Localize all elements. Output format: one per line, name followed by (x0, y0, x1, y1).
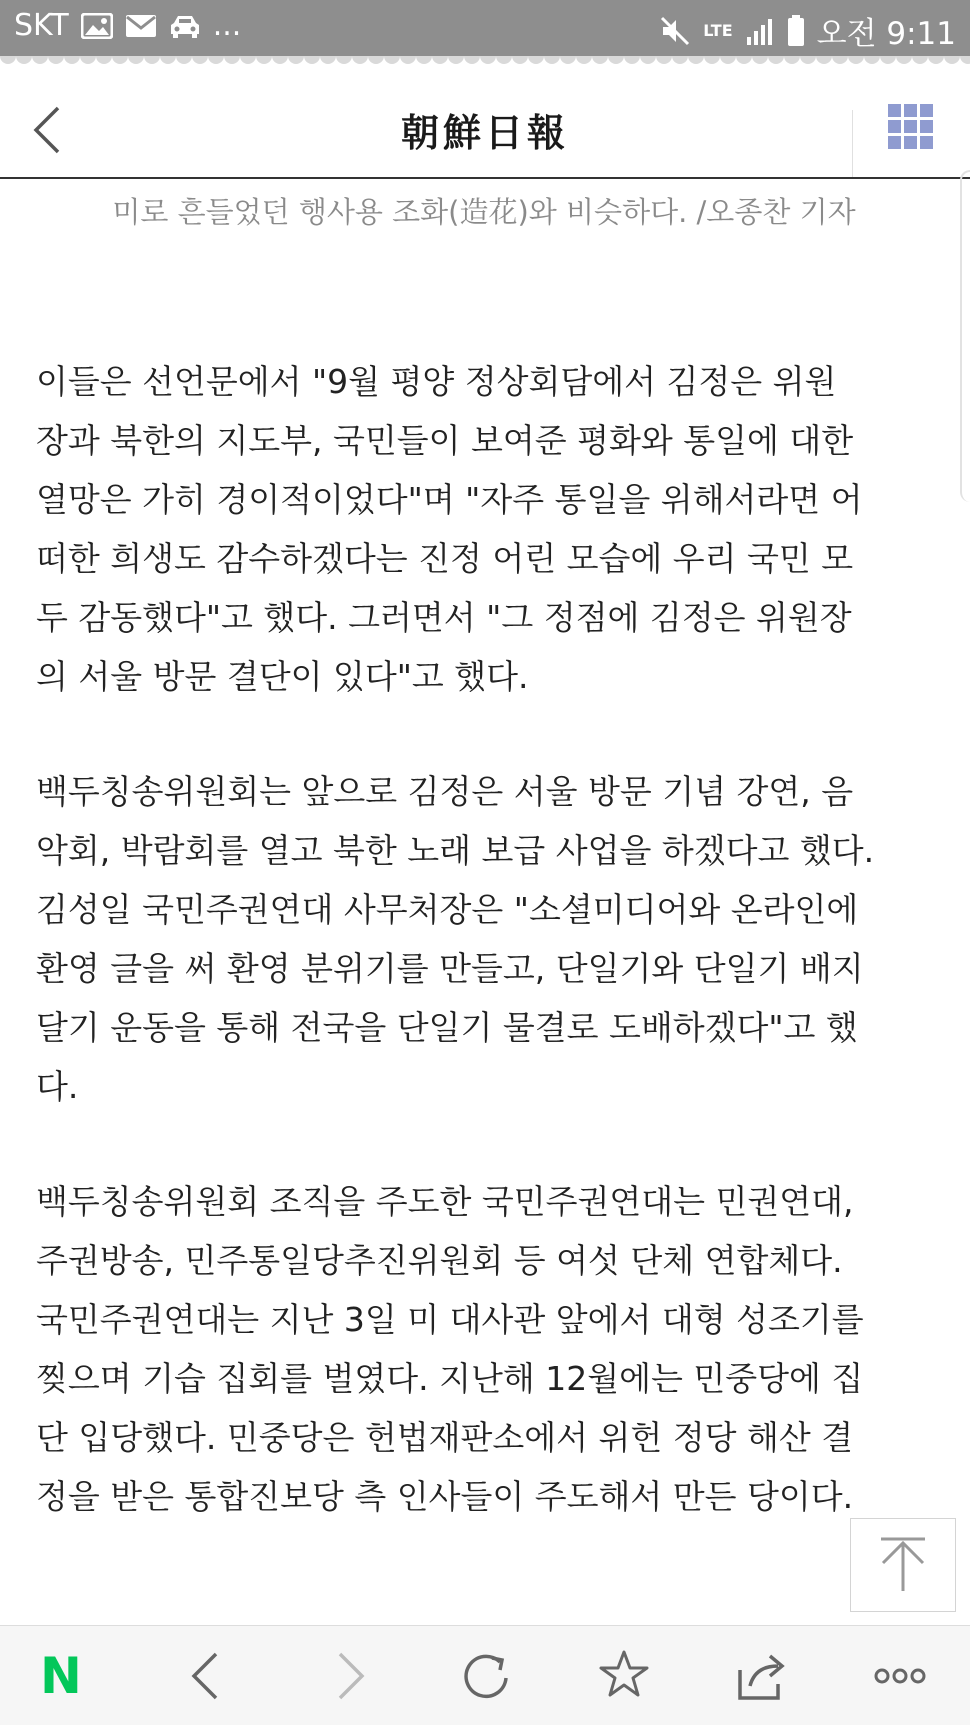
mute-icon (659, 15, 691, 47)
back-arrow-icon (178, 1648, 238, 1704)
browser-back-button[interactable] (178, 1648, 238, 1704)
header-divider (852, 110, 853, 177)
more-options-icon (870, 1648, 930, 1704)
article-paragraph: 백두칭송위원회는 앞으로 김정은 서울 방문 기념 강연, 음 악회, 박람회를 열고 북한 노래 보급 사업을 하겠다고 했다. 김성일 국민주권연대 사무처장은 "소셜미디어와 온라인에 환영 글을 써 환영 분위기를 만들고, 단일기와 단일기 배지 달기 운동을 통해 전국을 단일기 물결로 도배하겠다"고 했 다. (36, 772, 875, 1106)
bookmark-button[interactable] (594, 1648, 654, 1704)
gallery-icon (81, 13, 113, 39)
article-paragraph: 백두칭송위원회 조직을 주도한 국민주권연대는 민권연대, 주권방송, 민주통일당추진위원회 등 여섯 단체 연합체다. 국민주권연대는 지난 3일 미 대사관 앞에서 대형 성조기를 찢으며 기습 집회를 벌였다. 지난해 12월에는 민중당에 집 단 입당했다. 민중당은 헌법재판소에서 위헌 정당 해산 결 정을 받은 통합진보당 측 인사들이 주도해서 만든 당이다. (36, 1182, 864, 1516)
forward-arrow-icon (318, 1648, 378, 1704)
side-panel-edge (960, 170, 970, 502)
status-left (14, 8, 241, 43)
site-logo[interactable]: 朝鮮日報 (400, 110, 569, 155)
signal-icon (745, 17, 775, 45)
app-header (0, 70, 970, 179)
naver-home-icon: N (40, 1647, 82, 1705)
bookmark-star-icon (594, 1648, 654, 1704)
share-icon (732, 1648, 792, 1704)
photo-caption: 미로 흔들었던 행사용 조화(造花)와 비슷하다. /오종찬 기자 (112, 195, 856, 229)
refresh-icon (456, 1648, 516, 1704)
more-notifications: ... (212, 8, 242, 43)
status-right (659, 8, 956, 53)
article-paragraph: 이들은 선언문에서 "9월 평양 정상회담에서 김정은 위원 장과 북한의 지도부, 국민들이 보여준 평화와 통일에 대한 열망은 가히 경이적이었다"며 "자주 통일을 위해서라면 어 떠한 희생도 감수하겠다는 진정 어린 모습에 우리 국민 모 두 감동했다"고 했다. 그러면서 "그 정점에 김정은 위원장 의 서울 방문 결단이 있다"고 했다. (36, 362, 863, 696)
share-button[interactable] (732, 1648, 792, 1704)
section-menu-button[interactable] (888, 104, 934, 150)
more-options-button[interactable] (870, 1648, 930, 1704)
battery-icon (787, 15, 805, 47)
car-icon (169, 13, 201, 39)
network-type: LTE (703, 21, 733, 40)
carrier-label: SKT (14, 8, 69, 43)
status-bar (0, 0, 970, 56)
mail-icon (125, 14, 157, 38)
bottom-nav-bar (0, 1625, 970, 1725)
article-body (36, 352, 936, 1582)
browser-forward-button[interactable] (318, 1648, 378, 1704)
arrow-up-icon (851, 1519, 955, 1611)
scroll-to-top-button[interactable] (850, 1518, 956, 1612)
naver-home-button[interactable] (40, 1648, 100, 1704)
refresh-button[interactable] (456, 1648, 516, 1704)
clock: 오전 9:11 (816, 16, 956, 52)
